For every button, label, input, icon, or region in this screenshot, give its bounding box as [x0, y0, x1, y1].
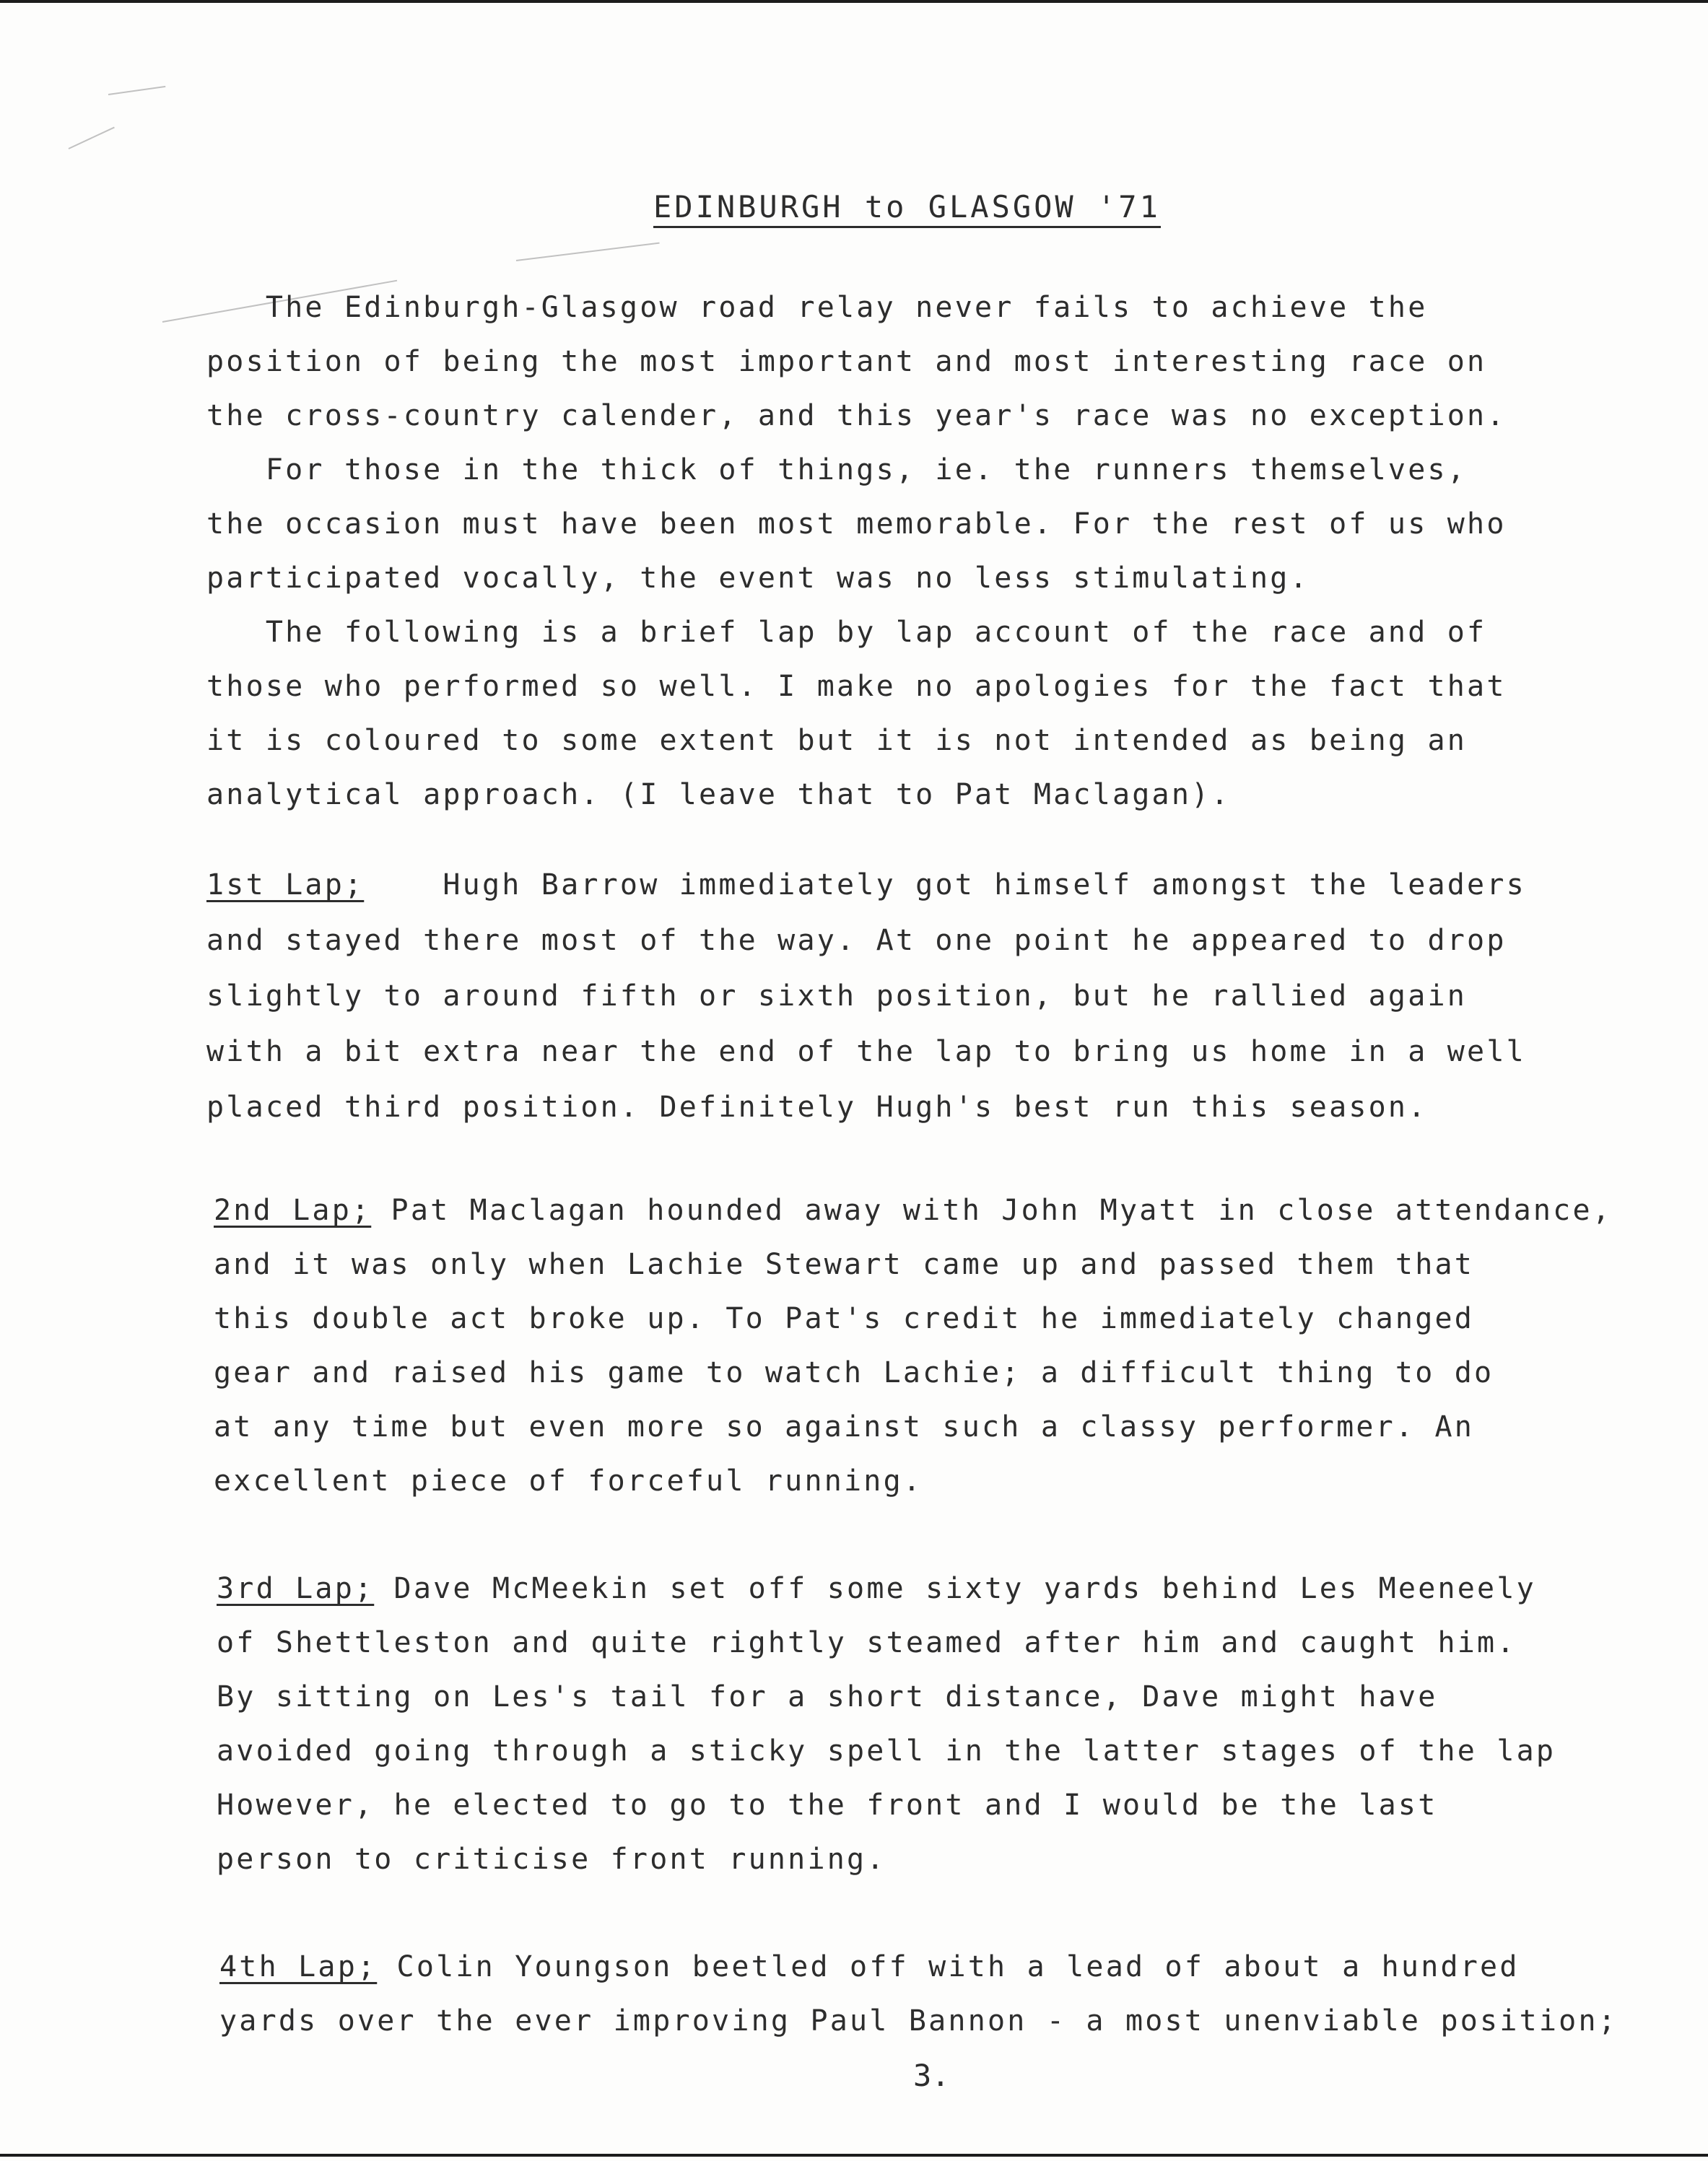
body-line: avoided going through a sticky spell in the latter stages of the lap [217, 1734, 1556, 1768]
lap-paragraph-first-line: 4th Lap; Colin Youngson beetled off with a lead of about a hundred [219, 1950, 1520, 1983]
body-line: position of being the most important and most interesting race on [206, 345, 1487, 378]
lap-label: 4th Lap; [219, 1950, 378, 1983]
body-line: the cross-country calender, and this year's race was no exception. [206, 399, 1507, 432]
margin-pen-mark [108, 86, 165, 95]
body-line: those who performed so well. I make no apologies for the fact that [206, 670, 1507, 703]
body-line: yards over the ever improving Paul Bannon - a most unenviable position; [219, 2004, 1618, 2038]
lap-paragraph-first-line: 2nd Lap; Pat Maclagan hounded away with John Myatt in close attendance, [214, 1194, 1613, 1227]
body-line: However, he elected to go to the front and I would be the last [217, 1789, 1438, 1822]
bottom-edge-rule [0, 2154, 1708, 2157]
lap-label: 3rd Lap; [217, 1572, 375, 1605]
body-line: placed third position. Definitely Hugh's best run this season. [206, 1091, 1428, 1124]
body-line: the occasion must have been most memorable. For the rest of us who [206, 507, 1507, 541]
lap-paragraph-first-line: 3rd Lap; Dave McMeekin set off some sixty yards behind Les Meeneely [217, 1572, 1536, 1605]
margin-pen-mark [516, 243, 660, 261]
body-line: this double act broke up. To Pat's credit he immediately changed [214, 1302, 1475, 1335]
top-edge-rule [0, 0, 1708, 3]
margin-pen-mark [69, 127, 115, 149]
body-line: excellent piece of forceful running. [214, 1464, 923, 1498]
body-line: of Shettleston and quite rightly steamed after him and caught him. [217, 1626, 1517, 1659]
body-line: with a bit extra near the end of the lap to bring us home in a well [206, 1035, 1526, 1068]
body-line: analytical approach. (I leave that to Pat Maclagan). [206, 778, 1231, 811]
body-line: participated vocally, the event was no less stimulating. [206, 562, 1310, 595]
lap-label: 2nd Lap; [214, 1194, 372, 1227]
body-line: The Edinburgh-Glasgow road relay never fails to achieve the [206, 291, 1428, 324]
page-title: EDINBURGH to GLASGOW '71 [653, 189, 1161, 228]
body-line: For those in the thick of things, ie. the runners themselves, [206, 453, 1468, 486]
body-line: and stayed there most of the way. At one point he appeared to drop [206, 924, 1507, 957]
body-line: By sitting on Les's tail for a short distance, Dave might have [217, 1680, 1438, 1713]
body-line: The following is a brief lap by lap account of the race and of [206, 616, 1487, 649]
body-line: slightly to around fifth or sixth position, but he rallied again [206, 979, 1468, 1013]
body-line: at any time but even more so against such a classy performer. An [214, 1410, 1475, 1444]
page-number: 3. [913, 2058, 950, 2093]
body-line: and it was only when Lachie Stewart came up and passed them that [214, 1248, 1475, 1281]
lap-label: 1st Lap; [206, 868, 365, 901]
body-line: it is coloured to some extent but it is not intended as being an [206, 724, 1468, 757]
body-line: person to criticise front running. [217, 1843, 886, 1876]
lap-paragraph-first-line: 1st Lap; Hugh Barrow immediately got himself amongst the leaders [206, 868, 1526, 901]
body-line: gear and raised his game to watch Lachie; a difficult thing to do [214, 1356, 1494, 1389]
